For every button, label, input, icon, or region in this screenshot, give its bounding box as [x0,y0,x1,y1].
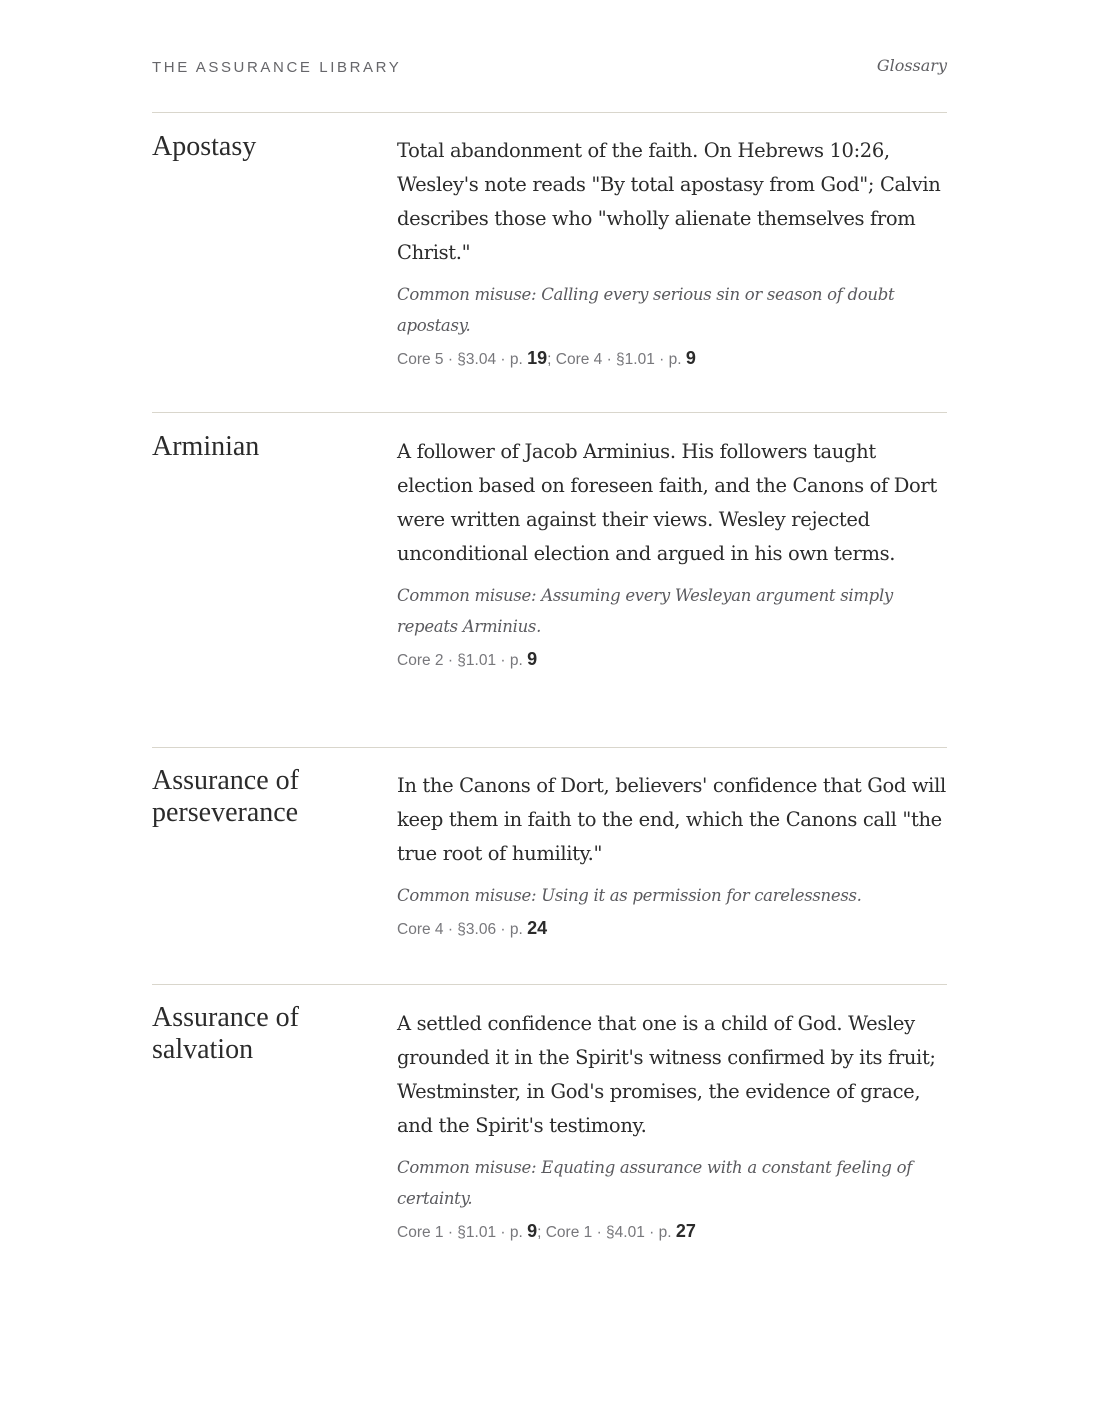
entry-definition: A settled confidence that one is a child of God. Wesley grounded it in the Spirit's witness confirmed by its fruit; Westminster, in God's promises, the evidence of grace, and the Spirit's testimony. [397,1012,936,1137]
reference-page: 9 [527,1221,538,1241]
entry-definition: Total abandonment of the faith. On Hebrews 10:26, Wesley's note reads "By total apostasy from God"; Calvin describes those who "wholly alienate themselves from Christ." [397,139,941,264]
entry-term: Arminian [152,431,260,462]
entry-references [397,917,949,941]
reference-label: Core 1 · §4.01 · p. [545,1224,676,1241]
reference-label: Core 4 · §3.06 · p. [397,921,528,938]
reference-link[interactable] [555,348,696,368]
reference-page: 19 [527,348,548,368]
reference-label: Core 4 · §1.01 · p. [555,351,686,368]
reference-page: 9 [527,649,538,669]
reference-label: Core 2 · §1.01 · p. [397,652,528,669]
reference-label: Core 5 · §3.04 · p. [397,351,528,368]
entry-body [397,769,949,941]
glossary-entry-assurance-of-salvation [152,985,947,1285]
reference-link[interactable] [545,1221,696,1241]
entry-definition: In the Canons of Dort, believers' confidence that God will keep them in faith to the end, which the Canons call "the true root of humility." [397,774,946,865]
entry-term: Assurance of perseverance [152,765,299,828]
entry-body [397,435,949,672]
glossary-entry-apostasy [152,113,947,413]
glossary-entry-assurance-of-perseverance [152,748,947,985]
reference-separator: ; [537,1224,546,1241]
entry-misuse: Common misuse: Calling every serious sin or season of doubt apostasy. [397,285,895,335]
reference-separator: ; [547,351,556,368]
entry-references [397,1220,949,1244]
glossary-entry-arminian [152,413,947,748]
library-title[interactable]: THE ASSURANCE LIBRARY [152,59,402,76]
entry-definition: A follower of Jacob Arminius. His followers taught election based on foreseen faith, and the Canons of Dort were written against their views. Wesley rejected unconditional election and argued in his own terms. [397,440,937,565]
entry-body [397,134,949,371]
entry-misuse: Common misuse: Using it as permission for carelessness. [397,886,862,905]
page-header [152,0,947,113]
entry-body [397,1007,949,1244]
entry-references [397,648,949,672]
entry-references [397,347,949,371]
entry-misuse: Common misuse: Equating assurance with a constant feeling of certainty. [397,1158,913,1208]
reference-page: 27 [675,1221,696,1241]
reference-link[interactable] [397,348,548,368]
entry-misuse: Common misuse: Assuming every Wesleyan argument simply repeats Arminius. [397,586,893,636]
reference-link[interactable] [397,1221,538,1241]
reference-link[interactable] [397,649,538,669]
entry-term: Apostasy [152,131,257,162]
section-label: Glossary [876,56,947,75]
entry-term: Assurance of salvation [152,1002,299,1065]
glossary-page [152,0,947,1285]
reference-page: 9 [685,348,696,368]
reference-link[interactable] [397,918,548,938]
reference-page: 24 [527,918,548,938]
reference-label: Core 1 · §1.01 · p. [397,1224,528,1241]
